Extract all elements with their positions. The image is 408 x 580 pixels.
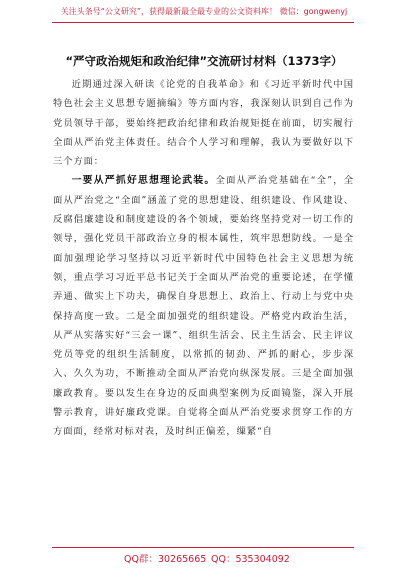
document-body <box>53 75 354 442</box>
section-text: 全面从严治党基础在“全”，全面从严治党之“全面”涵盖了党的思想建设、组织建设、作风建设、反腐倡廉建设和制度建设的各个领域，要始终坚持党对一切工作的领导，强化党员干部政治立身的根本属性，筑牢思想防线。一是全面加强理论学习坚持以习近平新时代中国特色社会主义思想为统领，重点学习习近平总书记关于全面从严治党的重要论述，在学懂弄通、做实上下功夫，确保自身思想上、政治上、行动上与党中央保持高度一致。二是全面加强党的组织建设。严格党内政治生活，从严从实落实好“三会一课”、组织生活会、民主生活会、民主评议党员等党的组织生活制度，以常抓的韧劲、严抓的耐心，步步深入、久久为功，不断推动全面从严治党向纵深发展。三是全面加强廉政教育。要以发生在身边的反面典型案例为反面镜鉴，深入开展警示教育，讲好廉政党课。自觉将全面从严治党要求贯穿工作的方方面面，经常对标对表，及时纠正偏差，缫紧“自 <box>53 175 355 438</box>
document-title: “严守政治规矩和政治纪律”交流研讨材料（1373字） <box>65 54 343 68</box>
header-banner: 关注头条号“公文研究”，获得最新最全最专业的公文资料库！ 微信：gongwenyj <box>60 7 348 16</box>
footer-rule <box>52 547 354 548</box>
qq-group-text: QQ群：30265665 <box>124 554 207 565</box>
section-paragraph <box>53 171 354 441</box>
section-heading: 一要从严抓好思想理论武装。 <box>71 175 216 187</box>
qq-contact-text: QQ：535304092 <box>211 554 290 565</box>
header-rule <box>52 22 354 23</box>
intro-paragraph: 近期通过深入研读《论党的自我革命》和《习近平新时代中国特色社会主义思想专题摘编》等方面内容，我深刻认识到自己作为党员领导干部，要始终把政治纪律和政治规矩挺在前面，切实履行全面从严治党主体责任。结合个人学习和理解，我认为要做好以下三个方面： <box>53 79 354 168</box>
